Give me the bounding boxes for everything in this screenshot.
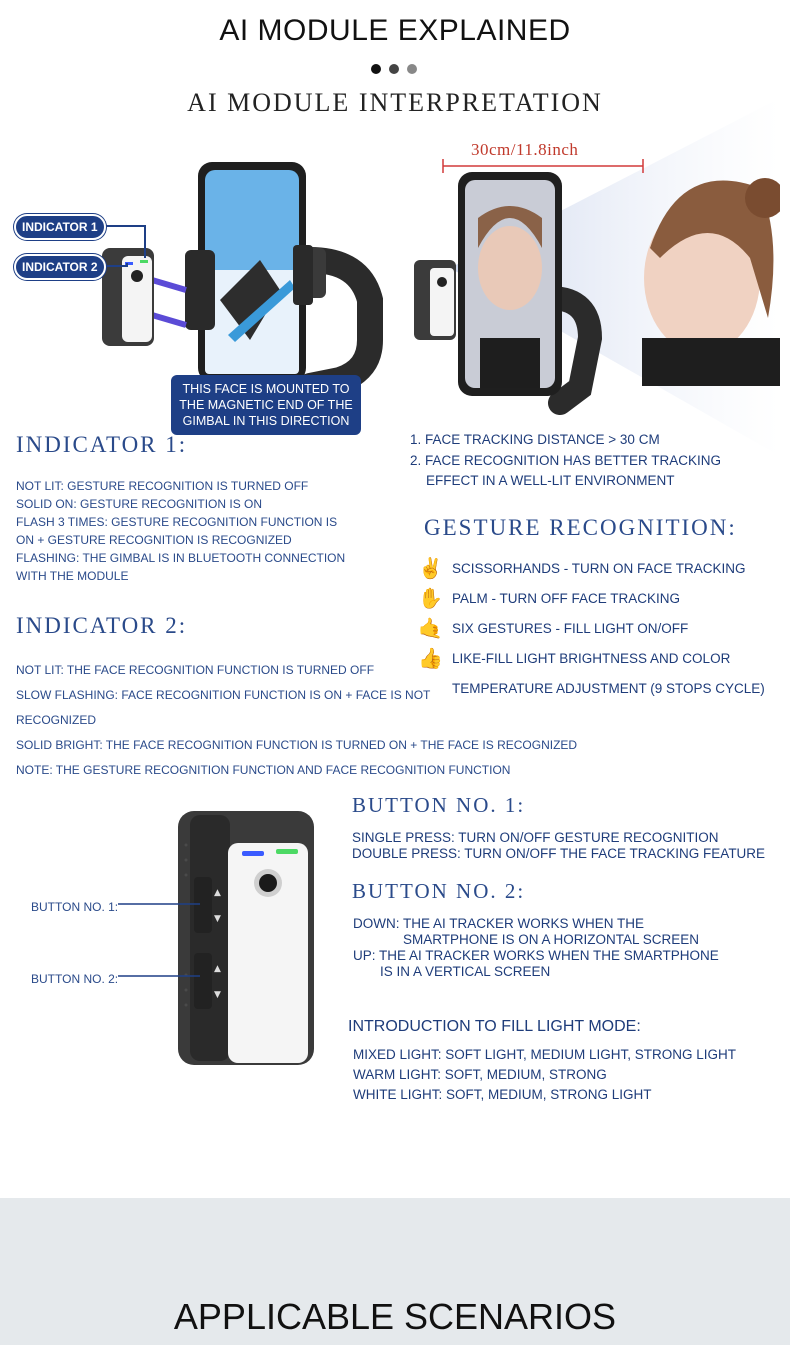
button-2-heading: BUTTON NO. 2:	[352, 879, 526, 903]
svg-text:▲: ▲	[214, 888, 221, 898]
scenarios-title: APPLICABLE SCENARIOS	[173, 1296, 617, 1337]
gesture-item	[418, 583, 783, 613]
page-title: AI MODULE EXPLAINED	[219, 14, 571, 47]
list-item: SINGLE PRESS: TURN ON/OFF GESTURE RECOGNITION	[352, 830, 719, 845]
mount-note-line: GIMBAL IN THIS DIRECTION	[182, 414, 350, 428]
button-leader-lines	[110, 895, 210, 985]
gesture-item	[418, 553, 783, 583]
list-item: DOUBLE PRESS: TURN ON/OFF THE FACE TRACKING FEATURE	[352, 846, 766, 861]
indicator-2-callout: INDICATOR 2	[14, 254, 106, 280]
face-tracking-illustration	[410, 98, 780, 458]
button-2-callout: BUTTON NO. 2:	[31, 972, 119, 986]
list-item: MIXED LIGHT: SOFT LIGHT, MEDIUM LIGHT, STRONG LIGHT	[353, 1047, 737, 1062]
list-item: EFFECT IN A WELL-LIT ENVIRONMENT	[426, 473, 675, 488]
face-tracking-notes	[410, 430, 780, 492]
list-item: SMARTPHONE IS ON A HORIZONTAL SCREEN	[403, 932, 700, 947]
mount-note-line: THE MAGNETIC END OF THE	[179, 398, 353, 412]
list-item: SOLID BRIGHT: THE FACE RECOGNITION FUNCTION IS TURNED ON + THE FACE IS RECOGNIZED	[16, 738, 578, 752]
carousel-dot-2[interactable]	[389, 64, 399, 74]
button-1-callout: BUTTON NO. 1:	[31, 900, 119, 914]
list-item: WARM LIGHT: SOFT, MEDIUM, STRONG	[353, 1067, 607, 1082]
gesture-text: SCISSORHANDS - TURN ON FACE TRACKING	[452, 560, 746, 576]
fill-light-list	[353, 1045, 773, 1105]
button-1-list	[352, 830, 784, 862]
gesture-item	[418, 613, 783, 643]
indicator-1-list	[16, 477, 416, 585]
list-item: DOWN: THE AI TRACKER WORKS WHEN THE	[353, 916, 645, 931]
gesture-text: TEMPERATURE ADJUSTMENT (9 STOPS CYCLE)	[452, 680, 765, 696]
section-subtitle: AI MODULE INTERPRETATION	[187, 88, 603, 117]
palm-icon: ✋	[418, 587, 443, 610]
mount-note-line: THIS FACE IS MOUNTED TO	[182, 382, 350, 396]
mount-note	[171, 375, 361, 435]
indicator-1-heading: INDICATOR 1:	[16, 432, 188, 457]
list-item: NOTE: THE GESTURE RECOGNITION FUNCTION AND FACE RECOGNITION FUNCTION	[16, 763, 511, 777]
carousel-dot-1[interactable]	[371, 64, 381, 74]
list-item: IS IN A VERTICAL SCREEN	[380, 964, 551, 979]
indicator-2-list	[16, 658, 616, 783]
list-item: 2. FACE RECOGNITION HAS BETTER TRACKING	[410, 452, 722, 468]
gesture-text: PALM - TURN OFF FACE TRACKING	[452, 590, 681, 606]
carousel-dot-3[interactable]	[407, 64, 417, 74]
indicator-1-callout: INDICATOR 1	[14, 214, 106, 240]
button-2-list	[353, 916, 773, 980]
list-item: WITH THE MODULE	[16, 569, 129, 583]
button-1-heading: BUTTON NO. 1:	[352, 793, 526, 817]
list-item: FLASHING: THE GIMBAL IS IN BLUETOOTH CONNECTION	[16, 551, 346, 565]
list-item: FLASH 3 TIMES: GESTURE RECOGNITION FUNCTION IS	[16, 515, 338, 529]
svg-text:▼: ▼	[214, 914, 221, 924]
indicator-2-heading: INDICATOR 2:	[16, 613, 188, 638]
gesture-text: LIKE-FILL LIGHT BRIGHTNESS AND COLOR	[452, 650, 731, 666]
list-item: SLOW FLASHING: FACE RECOGNITION FUNCTION IS ON + FACE IS NOT	[16, 688, 431, 702]
svg-text:▲: ▲	[214, 964, 221, 974]
fill-light-heading: INTRODUCTION TO FILL LIGHT MODE:	[348, 1018, 641, 1035]
six-gesture-icon: 🤙	[418, 617, 443, 640]
gesture-heading: GESTURE RECOGNITION:	[424, 515, 737, 540]
svg-text:▼: ▼	[214, 990, 221, 1000]
list-item: SOLID ON: GESTURE RECOGNITION IS ON	[16, 497, 263, 511]
list-item: ON + GESTURE RECOGNITION IS RECOGNIZED	[16, 533, 292, 547]
list-item: NOT LIT: GESTURE RECOGNITION IS TURNED OFF	[16, 479, 309, 493]
like-icon: 👍	[418, 647, 443, 670]
list-item: RECOGNIZED	[16, 713, 97, 727]
gesture-text: SIX GESTURES - FILL LIGHT ON/OFF	[452, 620, 689, 636]
list-item: UP: THE AI TRACKER WORKS WHEN THE SMARTPHONE	[353, 948, 719, 963]
scissorhands-icon: ✌	[418, 557, 443, 580]
list-item: NOT LIT: THE FACE RECOGNITION FUNCTION IS TURNED OFF	[16, 663, 375, 677]
distance-label: 30cm/11.8inch	[471, 140, 579, 159]
list-item: WHITE LIGHT: SOFT, MEDIUM, STRONG LIGHT	[353, 1087, 652, 1102]
list-item: 1. FACE TRACKING DISTANCE > 30 CM	[410, 432, 660, 447]
